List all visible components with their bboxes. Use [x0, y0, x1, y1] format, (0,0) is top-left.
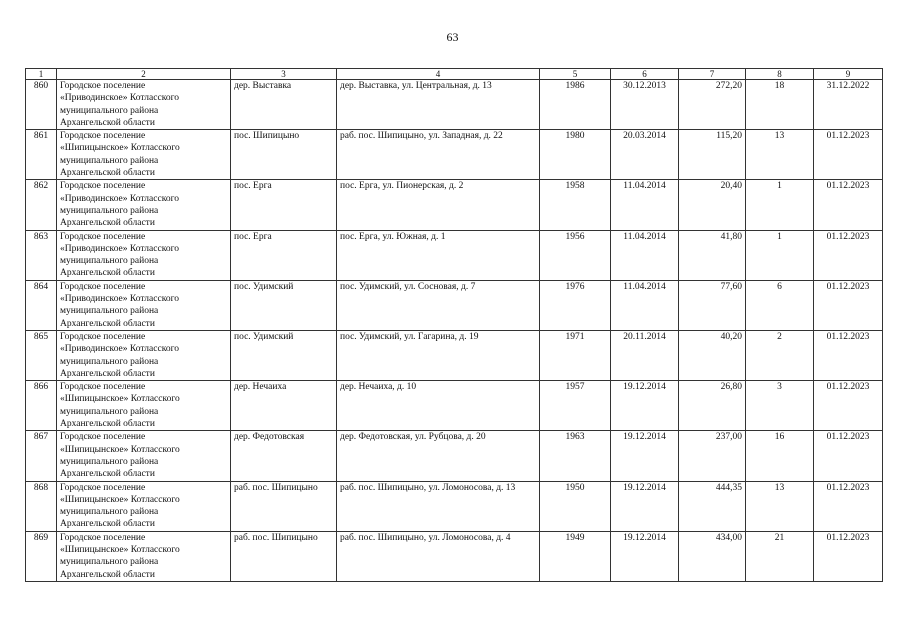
residents-cell: 18: [746, 80, 814, 130]
date-cell: 11.04.2014: [611, 230, 679, 280]
municipality-line: муниципального района: [60, 205, 159, 216]
municipality-line: «Приводинское» Котласского: [60, 344, 179, 355]
date-cell: 11.04.2014: [611, 180, 679, 230]
municipality-line: Архангельской области: [60, 168, 155, 179]
date-cell: 11.04.2014: [611, 280, 679, 330]
municipality-line: муниципального района: [60, 507, 159, 518]
municipality-line: «Приводинское» Котласского: [60, 193, 179, 204]
municipality-line: Городское поселение: [60, 231, 146, 242]
municipality-line: Архангельской области: [60, 569, 155, 580]
row-number-cell: 863: [26, 230, 57, 280]
municipality-cell: [57, 330, 231, 380]
residents-cell: 21: [746, 531, 814, 581]
address-cell: дер. Нечаиха, д. 10: [337, 381, 540, 431]
deadline-cell: 01.12.2023: [814, 531, 883, 581]
municipality-cell: [57, 80, 231, 130]
table-row: [26, 280, 883, 330]
column-header: 6: [611, 69, 679, 80]
municipality-line: муниципального района: [60, 557, 159, 568]
table-row: [26, 230, 883, 280]
residents-cell: 6: [746, 280, 814, 330]
settlement-cell: дер. Выставка: [231, 80, 337, 130]
municipality-line: Городское поселение: [60, 281, 146, 292]
deadline-cell: 01.12.2023: [814, 230, 883, 280]
residents-cell: 3: [746, 381, 814, 431]
municipality-line: Городское поселение: [60, 482, 146, 493]
address-cell: дер. Федотовская, ул. Рубцова, д. 20: [337, 431, 540, 481]
address-cell: раб. пос. Шипицыно, ул. Ломоносова, д. 4: [337, 531, 540, 581]
deadline-cell: 01.12.2023: [814, 280, 883, 330]
deadline-cell: 31.12.2022: [814, 80, 883, 130]
row-number-cell: 866: [26, 381, 57, 431]
year-cell: 1956: [540, 230, 611, 280]
municipality-line: муниципального района: [60, 456, 159, 467]
table-row: [26, 481, 883, 531]
municipality-line: Городское поселение: [60, 81, 146, 91]
address-cell: пос. Удимский, ул. Сосновая, д. 7: [337, 280, 540, 330]
area-cell: 40,20: [679, 330, 746, 380]
year-cell: 1971: [540, 330, 611, 380]
municipality-line: Городское поселение: [60, 181, 146, 192]
area-cell: 26,80: [679, 381, 746, 431]
residents-cell: 1: [746, 180, 814, 230]
municipality-line: Архангельской области: [60, 368, 155, 379]
municipality-line: Архангельской области: [60, 519, 155, 530]
municipality-line: «Приводинское» Котласского: [60, 294, 179, 305]
residents-cell: 2: [746, 330, 814, 380]
row-number-cell: 862: [26, 180, 57, 230]
settlement-cell: пос. Удимский: [231, 330, 337, 380]
settlement-cell: раб. пос. Шипицыно: [231, 531, 337, 581]
row-number-cell: 861: [26, 130, 57, 180]
date-cell: 20.11.2014: [611, 330, 679, 380]
year-cell: 1980: [540, 130, 611, 180]
row-number-cell: 865: [26, 330, 57, 380]
date-cell: 19.12.2014: [611, 531, 679, 581]
municipality-line: «Шипицынское» Котласского: [60, 494, 180, 505]
municipality-line: муниципального района: [60, 306, 159, 317]
municipality-line: Архангельской области: [60, 318, 155, 329]
municipality-cell: [57, 531, 231, 581]
date-cell: 19.12.2014: [611, 481, 679, 531]
municipality-line: Архангельской области: [60, 218, 155, 229]
municipality-cell: [57, 130, 231, 180]
year-cell: 1958: [540, 180, 611, 230]
area-cell: 237,00: [679, 431, 746, 481]
address-cell: дер. Выставка, ул. Центральная, д. 13: [337, 80, 540, 130]
address-cell: раб. пос. Шипицыно, ул. Ломоносова, д. 13: [337, 481, 540, 531]
area-cell: 41,80: [679, 230, 746, 280]
year-cell: 1986: [540, 80, 611, 130]
row-number-cell: 869: [26, 531, 57, 581]
municipality-line: «Шипицынское» Котласского: [60, 143, 180, 154]
page-number: 63: [446, 30, 459, 44]
municipality-line: Городское поселение: [60, 131, 146, 142]
table-row: [26, 80, 883, 130]
year-cell: 1949: [540, 531, 611, 581]
settlement-cell: дер. Нечаиха: [231, 381, 337, 431]
registry-body: [26, 80, 883, 582]
table-row: [26, 381, 883, 431]
registry-table: [25, 68, 883, 582]
municipality-line: Архангельской области: [60, 469, 155, 480]
deadline-cell: 01.12.2023: [814, 431, 883, 481]
settlement-cell: пос. Удимский: [231, 280, 337, 330]
table-row: [26, 330, 883, 380]
area-cell: 77,60: [679, 280, 746, 330]
column-header: 9: [814, 69, 883, 80]
residents-cell: 16: [746, 431, 814, 481]
row-number-cell: 864: [26, 280, 57, 330]
table-row: [26, 431, 883, 481]
date-cell: 19.12.2014: [611, 381, 679, 431]
year-cell: 1950: [540, 481, 611, 531]
date-cell: 19.12.2014: [611, 431, 679, 481]
municipality-cell: [57, 431, 231, 481]
municipality-line: «Шипицынское» Котласского: [60, 444, 180, 455]
municipality-cell: [57, 230, 231, 280]
column-header: 8: [746, 69, 814, 80]
deadline-cell: 01.12.2023: [814, 180, 883, 230]
settlement-cell: пос. Ерга: [231, 180, 337, 230]
settlement-cell: пос. Ерга: [231, 230, 337, 280]
municipality-line: Городское поселение: [60, 331, 146, 342]
municipality-line: «Приводинское» Котласского: [60, 243, 179, 254]
municipality-cell: [57, 280, 231, 330]
municipality-cell: [57, 481, 231, 531]
municipality-line: Архангельской области: [60, 419, 155, 430]
settlement-cell: дер. Федотовская: [231, 431, 337, 481]
settlement-cell: пос. Шипицыно: [231, 130, 337, 180]
municipality-line: «Шипицынское» Котласского: [60, 544, 180, 555]
address-cell: пос. Ерга, ул. Южная, д. 1: [337, 230, 540, 280]
date-cell: 30.12.2013: [611, 80, 679, 130]
municipality-line: муниципального района: [60, 406, 159, 417]
municipality-line: Архангельской области: [60, 268, 155, 279]
address-cell: пос. Ерга, ул. Пионерская, д. 2: [337, 180, 540, 230]
municipality-cell: [57, 180, 231, 230]
row-number-cell: 867: [26, 431, 57, 481]
row-number-cell: 868: [26, 481, 57, 531]
column-header: 7: [679, 69, 746, 80]
municipality-line: муниципального района: [60, 155, 159, 166]
year-cell: 1957: [540, 381, 611, 431]
deadline-cell: 01.12.2023: [814, 481, 883, 531]
area-cell: 272,20: [679, 80, 746, 130]
municipality-line: «Приводинское» Котласского: [60, 93, 179, 104]
residents-cell: 13: [746, 130, 814, 180]
address-cell: пос. Удимский, ул. Гагарина, д. 19: [337, 330, 540, 380]
municipality-line: муниципального района: [60, 256, 159, 267]
area-cell: 434,00: [679, 531, 746, 581]
municipality-line: муниципального района: [60, 105, 159, 116]
column-header: 5: [540, 69, 611, 80]
date-cell: 20.03.2014: [611, 130, 679, 180]
table-row: [26, 130, 883, 180]
column-header: 3: [231, 69, 337, 80]
municipality-line: «Шипицынское» Котласского: [60, 394, 180, 405]
area-cell: 444,35: [679, 481, 746, 531]
municipality-line: Городское поселение: [60, 382, 146, 393]
area-cell: 115,20: [679, 130, 746, 180]
municipality-cell: [57, 381, 231, 431]
residents-cell: 13: [746, 481, 814, 531]
column-header: 2: [57, 69, 231, 80]
deadline-cell: 01.12.2023: [814, 381, 883, 431]
municipality-line: муниципального района: [60, 356, 159, 367]
year-cell: 1976: [540, 280, 611, 330]
municipality-line: Городское поселение: [60, 532, 146, 543]
area-cell: 20,40: [679, 180, 746, 230]
row-number-cell: 860: [26, 80, 57, 130]
year-cell: 1963: [540, 431, 611, 481]
table-row: [26, 180, 883, 230]
column-header: 4: [337, 69, 540, 80]
deadline-cell: 01.12.2023: [814, 130, 883, 180]
municipality-line: Городское поселение: [60, 432, 146, 443]
column-header: 1: [26, 69, 57, 80]
header-row: [26, 69, 883, 80]
municipality-line: Архангельской области: [60, 117, 155, 128]
settlement-cell: раб. пос. Шипицыно: [231, 481, 337, 531]
address-cell: раб. пос. Шипицыно, ул. Западная, д. 22: [337, 130, 540, 180]
table-row: [26, 531, 883, 581]
residents-cell: 1: [746, 230, 814, 280]
deadline-cell: 01.12.2023: [814, 330, 883, 380]
